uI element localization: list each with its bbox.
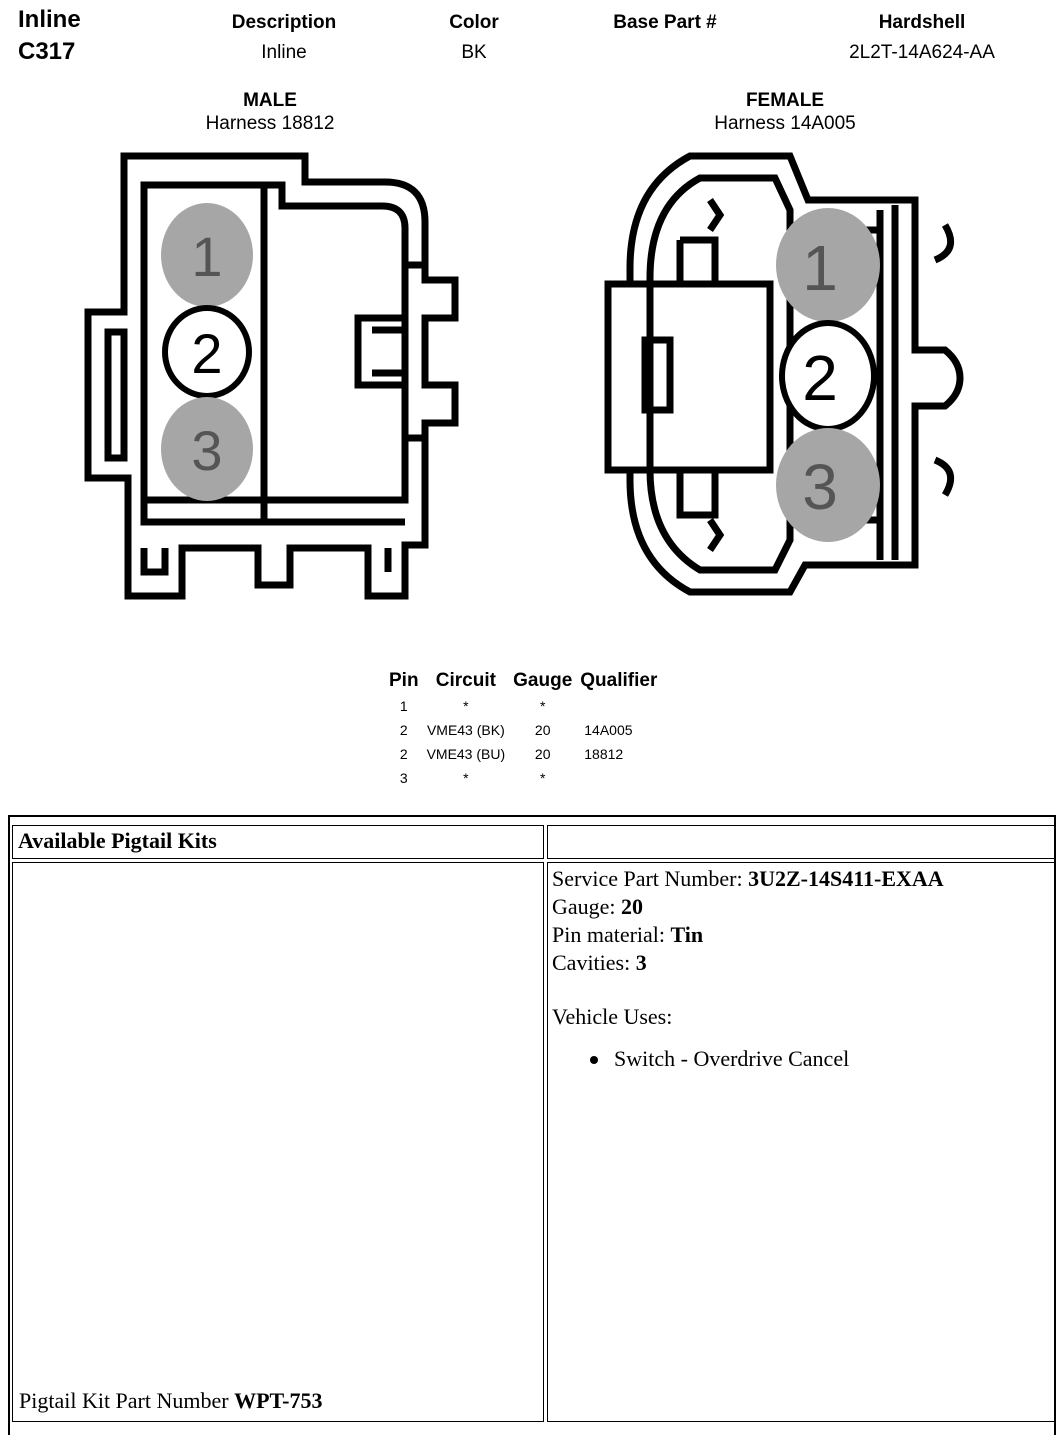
- table-row: [385, 742, 661, 766]
- hardshell-value: 2L2T-14A624-AA: [849, 42, 995, 63]
- gauge-cell: *: [539, 698, 546, 714]
- gauge-cell: *: [539, 770, 546, 786]
- circuit-header: Circuit: [435, 670, 496, 691]
- connector-diagram: [0, 0, 1064, 660]
- kit-part-value: WPT-753: [234, 1388, 323, 1413]
- color-value: BK: [461, 42, 487, 63]
- male-connector-body: [88, 156, 455, 596]
- pigtail-info-cell: [547, 862, 1055, 1422]
- cavities-value: 3: [635, 950, 647, 975]
- list-item: Switch - Overdrive Cancel: [614, 1045, 1050, 1073]
- male-pin-3-label: 3: [191, 419, 223, 482]
- pigtail-heading: Available Pigtail Kits: [12, 825, 544, 859]
- connector-id: C317: [18, 38, 76, 65]
- female-pin-1: [776, 208, 880, 322]
- pin-table-header: [385, 668, 661, 694]
- description-label: Description: [231, 12, 337, 33]
- male-title: MALE: [243, 90, 297, 111]
- circuit-cell: *: [463, 770, 469, 786]
- color-label: Color: [449, 12, 499, 33]
- pin-cell: 2: [399, 722, 408, 738]
- circuit-cell: VME43 (BK): [426, 722, 505, 738]
- service-part-label: Service Part Number:: [552, 866, 749, 891]
- male-pin-2: [165, 308, 249, 396]
- male-harness: Harness 18812: [205, 113, 335, 134]
- cavities-label: Cavities:: [552, 950, 636, 975]
- pin-material-line: [552, 921, 1050, 949]
- male-pin-1-label: 1: [191, 225, 223, 288]
- table-row: [385, 694, 661, 718]
- male-pin-2-label: 2: [191, 322, 223, 385]
- female-pin-3-label: 3: [802, 451, 838, 523]
- pigtail-info: [548, 863, 1054, 1075]
- male-pin-1: [161, 203, 253, 307]
- pin-material-label: Pin material:: [552, 922, 671, 947]
- base-part-label: Base Part #: [613, 12, 717, 33]
- female-pin-2-label: 2: [802, 342, 838, 414]
- vehicle-uses-list: [552, 1045, 1050, 1073]
- female-pin-2: [782, 323, 874, 429]
- female-pin-3: [776, 428, 880, 542]
- qualifier-header: Qualifier: [580, 670, 658, 691]
- pin-table: [385, 668, 661, 790]
- gauge-label: Gauge:: [552, 894, 622, 919]
- circuit-cell: *: [463, 698, 469, 714]
- table-row: [385, 718, 661, 742]
- qualifier-cell: 14A005: [584, 722, 633, 738]
- cavities-line: [552, 949, 1050, 977]
- female-pin-1-label: 1: [802, 232, 838, 304]
- gauge-line: [552, 893, 1050, 921]
- pin-material-value: Tin: [670, 922, 704, 947]
- qualifier-cell: 18812: [584, 746, 624, 762]
- vehicle-uses-label: Vehicle Uses:: [552, 1004, 673, 1029]
- pin-cell: 2: [399, 746, 408, 762]
- hardshell-label: Hardshell: [878, 12, 966, 33]
- gauge-header: Gauge: [513, 670, 573, 691]
- service-part-line: [552, 865, 1050, 893]
- service-part-value: 3U2Z-14S411-EXAA: [748, 866, 944, 891]
- gauge-cell: 20: [534, 722, 551, 738]
- male-pin-3: [161, 397, 253, 501]
- pin-cell: 1: [399, 698, 408, 714]
- connector-type: Inline: [18, 6, 81, 33]
- qualifier-cell: [576, 694, 661, 718]
- gauge-value: 20: [621, 894, 644, 919]
- female-harness: Harness 14A005: [714, 113, 856, 134]
- circuit-cell: VME43 (BU): [426, 746, 506, 762]
- qualifier-cell: [576, 766, 661, 790]
- pigtail-heading-spacer: [547, 825, 1055, 859]
- female-title: FEMALE: [745, 90, 825, 111]
- pin-header: Pin: [389, 670, 419, 691]
- pin-cell: 3: [399, 770, 408, 786]
- gauge-cell: 20: [534, 746, 551, 762]
- table-row: [385, 766, 661, 790]
- description-value: Inline: [261, 42, 307, 63]
- kit-part-label: Pigtail Kit Part Number: [19, 1388, 235, 1413]
- pigtail-kit-part-number: [15, 1385, 327, 1417]
- pigtail-image-cell: [12, 862, 544, 1422]
